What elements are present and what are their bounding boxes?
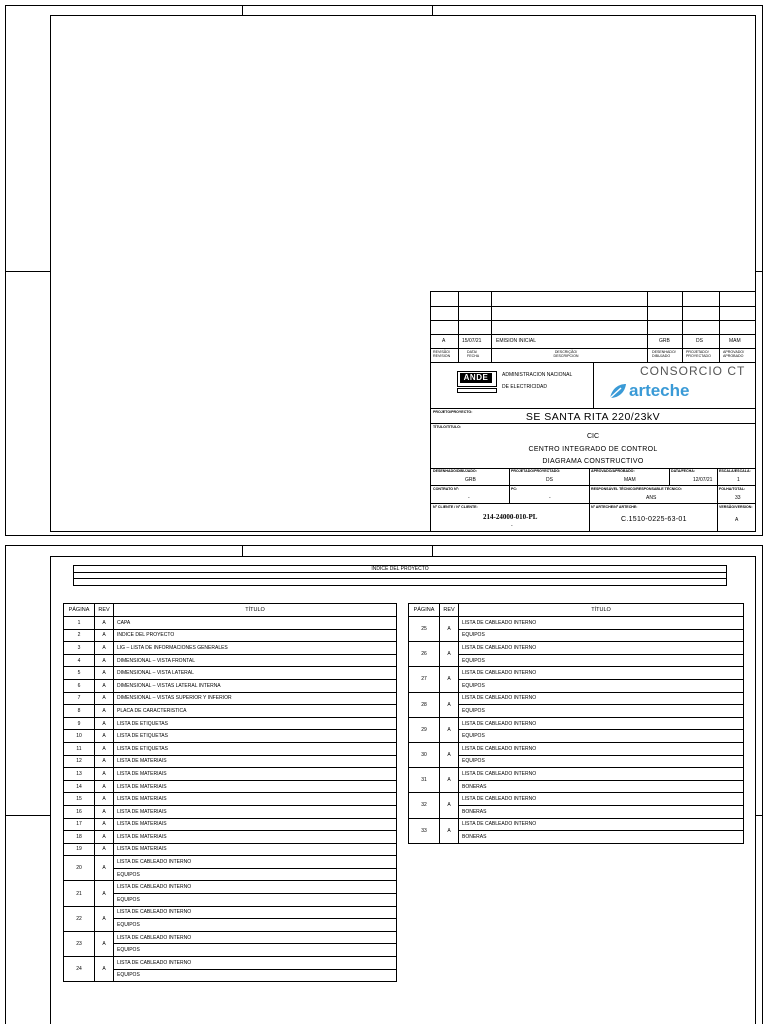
table-row [64,818,397,831]
page-cell: 9 [64,717,95,730]
title-cell-subline: BONERAS [459,805,744,818]
title-cell: DIMENSIONAL – VISTA LATERAL [114,667,397,680]
title-cell-subline: BONERAS [459,831,744,844]
title-cell-subline: EQUIPOS [459,730,744,743]
rev-cell: A [95,906,114,931]
title-cell: LISTA DE CABLEADO INTERNO [459,692,744,705]
ande-logo [457,371,497,387]
rev-cell: A [440,717,459,742]
zone-tick [432,5,433,15]
title-cell: LISTA DE MATERIAIS [114,768,397,781]
rev-description: EMISION INICIAL [496,338,537,344]
table-row [64,617,397,630]
table-row [64,906,397,919]
col-header-rev: REV [440,604,459,617]
table-row-continuation [409,654,744,667]
table-row-continuation [64,944,397,957]
page-cell: 17 [64,818,95,831]
date-label: DATA/FECHA: [671,469,696,473]
scale-label: ESCALA/ESCALA: [719,469,751,473]
table-row-continuation [409,679,744,692]
title-cell: LISTA DE CABLEADO INTERNO [114,856,397,869]
approved-header: APROVADO/ APROBADO [723,350,745,358]
table-row-continuation [64,919,397,932]
table-row [64,692,397,705]
rev-cell: A [95,793,114,806]
date-header: DATA/ FECHA [467,350,480,358]
title-cell-subline: BONERAS [459,780,744,793]
title-cell-subline: EQUIPOS [114,944,397,957]
page-cell: 10 [64,730,95,743]
title-cell: LISTA DE CABLEADO INTERNO [114,931,397,944]
title-cell-subline: EQUIPOS [459,629,744,642]
table-row [64,717,397,730]
page-cell: 28 [409,692,440,717]
scale-value: 1 [737,477,740,483]
title-cell: LISTA DE CABLEADO INTERNO [459,742,744,755]
zone-tick [242,5,243,15]
rev-cell: A [95,957,114,982]
page-cell: 3 [64,642,95,655]
rev-cell: A [440,742,459,767]
rev-drawn: GRB [659,338,670,344]
title-cell: LISTA DE MATERIAIS [114,755,397,768]
rev-cell: A [95,931,114,956]
page-cell: 8 [64,705,95,718]
rev-cell: A [95,742,114,755]
client-number-label: Nº CLIENTE / Nº CLIENTE: [433,505,478,509]
table-row [409,642,744,655]
rev-cell: A [95,843,114,856]
page-cell: 20 [64,856,95,881]
title-cell: LISTA DE ETIQUETAS [114,717,397,730]
table-row-continuation [409,755,744,768]
table-row-continuation [64,894,397,907]
title-cell: LISTA DE MATERIAIS [114,831,397,844]
arteche-brand: arteche [629,381,690,400]
drawn-header: DESENHADO/ DIBUJADO [652,350,676,358]
table-row [64,730,397,743]
title-cell: LISTA DE CABLEADO INTERNO [459,617,744,630]
title-cell-subline: EQUIPOS [114,919,397,932]
rev-value: A [442,338,446,344]
page-cell: 26 [409,642,440,667]
page-cell: 25 [409,617,440,642]
table-row [409,793,744,806]
consortium-name: CONSORCIO CT [640,364,746,378]
rev-cell: A [95,730,114,743]
rev-cell: A [95,755,114,768]
table-row [64,881,397,894]
col-header-page: PÁGINA [64,604,95,617]
arteche-leaf-icon [609,382,627,400]
arteche-number-value: C.1510-0225-63-01 [621,516,687,523]
table-row [64,843,397,856]
rev-header: REVISÃO/ REVISION [433,350,451,358]
page-cell: 2 [64,629,95,642]
table-row [64,629,397,642]
rev-cell: A [95,881,114,906]
table-row-continuation [409,805,744,818]
table-row-continuation [64,969,397,982]
table-row-continuation [64,868,397,881]
rev-cell: A [440,642,459,667]
index-table-right [408,603,744,844]
rev-date: 15/07/21 [462,338,482,344]
title-block [430,291,756,532]
date-value: 12/07/21 [693,477,713,483]
table-row-continuation [409,629,744,642]
page-cell: 33 [409,818,440,843]
index-header-box [73,565,727,586]
table-row-continuation [409,705,744,718]
title-cell: LISTA DE MATERIAIS [114,805,397,818]
rev-cell: A [95,818,114,831]
col-header-page: PÁGINA [409,604,440,617]
page-cell: 4 [64,654,95,667]
designed-header: PROJETADO/ PROYECTADO [686,350,711,358]
zone-tick [756,815,763,816]
title-cell: LISTA DE MATERIAIS [114,793,397,806]
table-row [64,654,397,667]
title-cell: CAPA [114,617,397,630]
client-number-sub: - [511,523,513,529]
title-cell: LISTA DE CABLEADO INTERNO [114,906,397,919]
version-label: VERSÃO/VERSION: [719,505,753,509]
page-cell: 31 [409,768,440,793]
page-cell: 1 [64,617,95,630]
rev-cell: A [95,717,114,730]
title-cell: LISTA DE CABLEADO INTERNO [459,667,744,680]
index-table-left [63,603,397,982]
rev-cell: A [95,654,114,667]
description-header: DESCRIÇÃO/ DESCRIPCION [553,350,579,358]
table-row [409,818,744,831]
pc-value: - [549,495,551,501]
page-cell: 29 [409,717,440,742]
title-cell-subline: EQUIPOS [459,705,744,718]
title-label: TÍTULO/TITULO: [433,425,462,429]
page-cell: 16 [64,805,95,818]
rev-cell: A [95,768,114,781]
table-row [64,805,397,818]
table-row-continuation [409,730,744,743]
rev-cell: A [95,705,114,718]
page-cell: 21 [64,881,95,906]
rev-cell: A [95,642,114,655]
title-cell: INDICE DEL PROYECTO [114,629,397,642]
rev-designed: DS [696,338,703,344]
responsible-label: RESPONSÁVEL TÉCNICO/RESPONSABLE TÉCNICO: [591,487,682,491]
title-cell-subline: EQUIPOS [459,654,744,667]
page-cell: 6 [64,679,95,692]
table-row [64,856,397,869]
sheets-value: 33 [735,495,741,501]
title-cell-subline: EQUIPOS [114,868,397,881]
rev-cell: A [95,780,114,793]
title-cell-subline: EQUIPOS [459,679,744,692]
col-header-rev: REV [95,604,114,617]
page-cell: 23 [64,931,95,956]
title-cell: LISTA DE CABLEADO INTERNO [114,957,397,970]
table-row [64,742,397,755]
page-cell: 7 [64,692,95,705]
rev-cell: A [440,617,459,642]
title-cell: DIMENSIONAL – VISTAS SUPERIOR Y INFERIOR [114,692,397,705]
rev-cell: A [440,818,459,843]
ande-logo-text: ANDE [460,373,492,383]
drawn-value: GRB [465,477,476,483]
page-cell: 11 [64,742,95,755]
page-cell: 22 [64,906,95,931]
responsible-value: ANS [646,495,657,501]
zone-tick [5,271,50,272]
arteche-number-label: Nº ARTECHE/Nº ARTECHE: [591,505,638,509]
rev-cell: A [95,831,114,844]
table-row [64,679,397,692]
title-cell: LISTA DE CABLEADO INTERNO [459,768,744,781]
rev-cell: A [440,667,459,692]
designed-label: PROJETADO/PROYECTADO: [511,469,561,473]
table-row [409,717,744,730]
title-cell-subline: EQUIPOS [114,894,397,907]
client-name-1: ADMINISTRACION NACIONAL [502,372,573,378]
col-header-title: TÍTULO [459,604,744,617]
zone-tick [756,271,763,272]
page-cell: 15 [64,793,95,806]
title-cell: LISTA DE CABLEADO INTERNO [459,642,744,655]
rev-cell: A [95,667,114,680]
table-row [409,742,744,755]
rev-cell: A [95,805,114,818]
col-header-title: TÍTULO [114,604,397,617]
table-row [64,642,397,655]
table-row [64,755,397,768]
page-cell: 14 [64,780,95,793]
title-cell: PLACA DE CARACTERISTICA [114,705,397,718]
rev-cell: A [95,629,114,642]
table-row [64,793,397,806]
rev-cell: A [95,856,114,881]
rev-cell: A [440,692,459,717]
approved-value: MAM [624,477,636,483]
title-cell: LISTA DE MATERIAIS [114,843,397,856]
table-row [409,667,744,680]
page-cell: 13 [64,768,95,781]
title-cell: LIG – LISTA DE INFORMACIONES GENERALES [114,642,397,655]
project-label: PROJETO/PROYECTO: [433,410,473,414]
rev-approved: MAM [729,338,741,344]
title-cell: LISTA DE CABLEADO INTERNO [459,818,744,831]
designed-value: DS [546,477,553,483]
drawn-label: DESENHADO/DIBUJADO: [433,469,477,473]
title-cell: LISTA DE MATERIAIS [114,818,397,831]
table-row [64,667,397,680]
rev-cell: A [95,679,114,692]
table-row [409,768,744,781]
ande-logo-underline [457,388,497,393]
page-cell: 12 [64,755,95,768]
rev-cell: A [95,692,114,705]
table-row [64,768,397,781]
title-line-1: CIC [586,433,600,440]
page-cell: 24 [64,957,95,982]
project-name: SE SANTA RITA 220/23kV [525,411,661,423]
title-cell: DIMENSIONAL – VISTAS LATERAL INTERNA [114,679,397,692]
zone-tick [5,815,50,816]
table-row [64,957,397,970]
client-number-value: 214-24000-010-PL [483,513,538,521]
table-row [64,780,397,793]
sheets-label: FOLHA/TOTAL: [719,487,746,491]
title-cell-subline: EQUIPOS [459,755,744,768]
approved-label: APROVADO/APROBADO: [591,469,635,473]
table-row [64,931,397,944]
title-cell: LISTA DE CABLEADO INTERNO [114,881,397,894]
contract-label: CONTRATO Nº: [433,487,460,491]
title-line-3: DIAGRAMA CONSTRUCTIVO [542,458,644,465]
page-cell: 5 [64,667,95,680]
pc-label: PC: [511,487,518,491]
title-line-2: CENTRO INTEGRADO DE CONTROL [528,446,658,453]
table-row-continuation [409,831,744,844]
page-cell: 18 [64,831,95,844]
rev-cell: A [95,617,114,630]
rev-cell: A [440,793,459,818]
zone-tick [242,545,243,556]
contract-value: - [468,495,470,501]
page-cell: 19 [64,843,95,856]
title-cell: LISTA DE ETIQUETAS [114,730,397,743]
title-cell: DIMENSIONAL – VISTA FRONTAL [114,654,397,667]
table-row-continuation [409,780,744,793]
zone-tick [432,545,433,556]
title-cell: LISTA DE CABLEADO INTERNO [459,793,744,806]
table-row [64,705,397,718]
title-cell: LISTA DE CABLEADO INTERNO [459,717,744,730]
index-title: INDICE DEL PROYECTO [371,566,429,572]
page-cell: 32 [409,793,440,818]
table-row [409,617,744,630]
title-cell: LISTA DE ETIQUETAS [114,742,397,755]
title-cell: LISTA DE MATERIAIS [114,780,397,793]
page-cell: 27 [409,667,440,692]
table-row [409,692,744,705]
table-row [64,831,397,844]
title-cell-subline: EQUIPOS [114,969,397,982]
version-value: A [735,517,739,523]
page-cell: 30 [409,742,440,767]
client-name-2: DE ELECTRICIDAD [502,384,548,390]
rev-cell: A [440,768,459,793]
